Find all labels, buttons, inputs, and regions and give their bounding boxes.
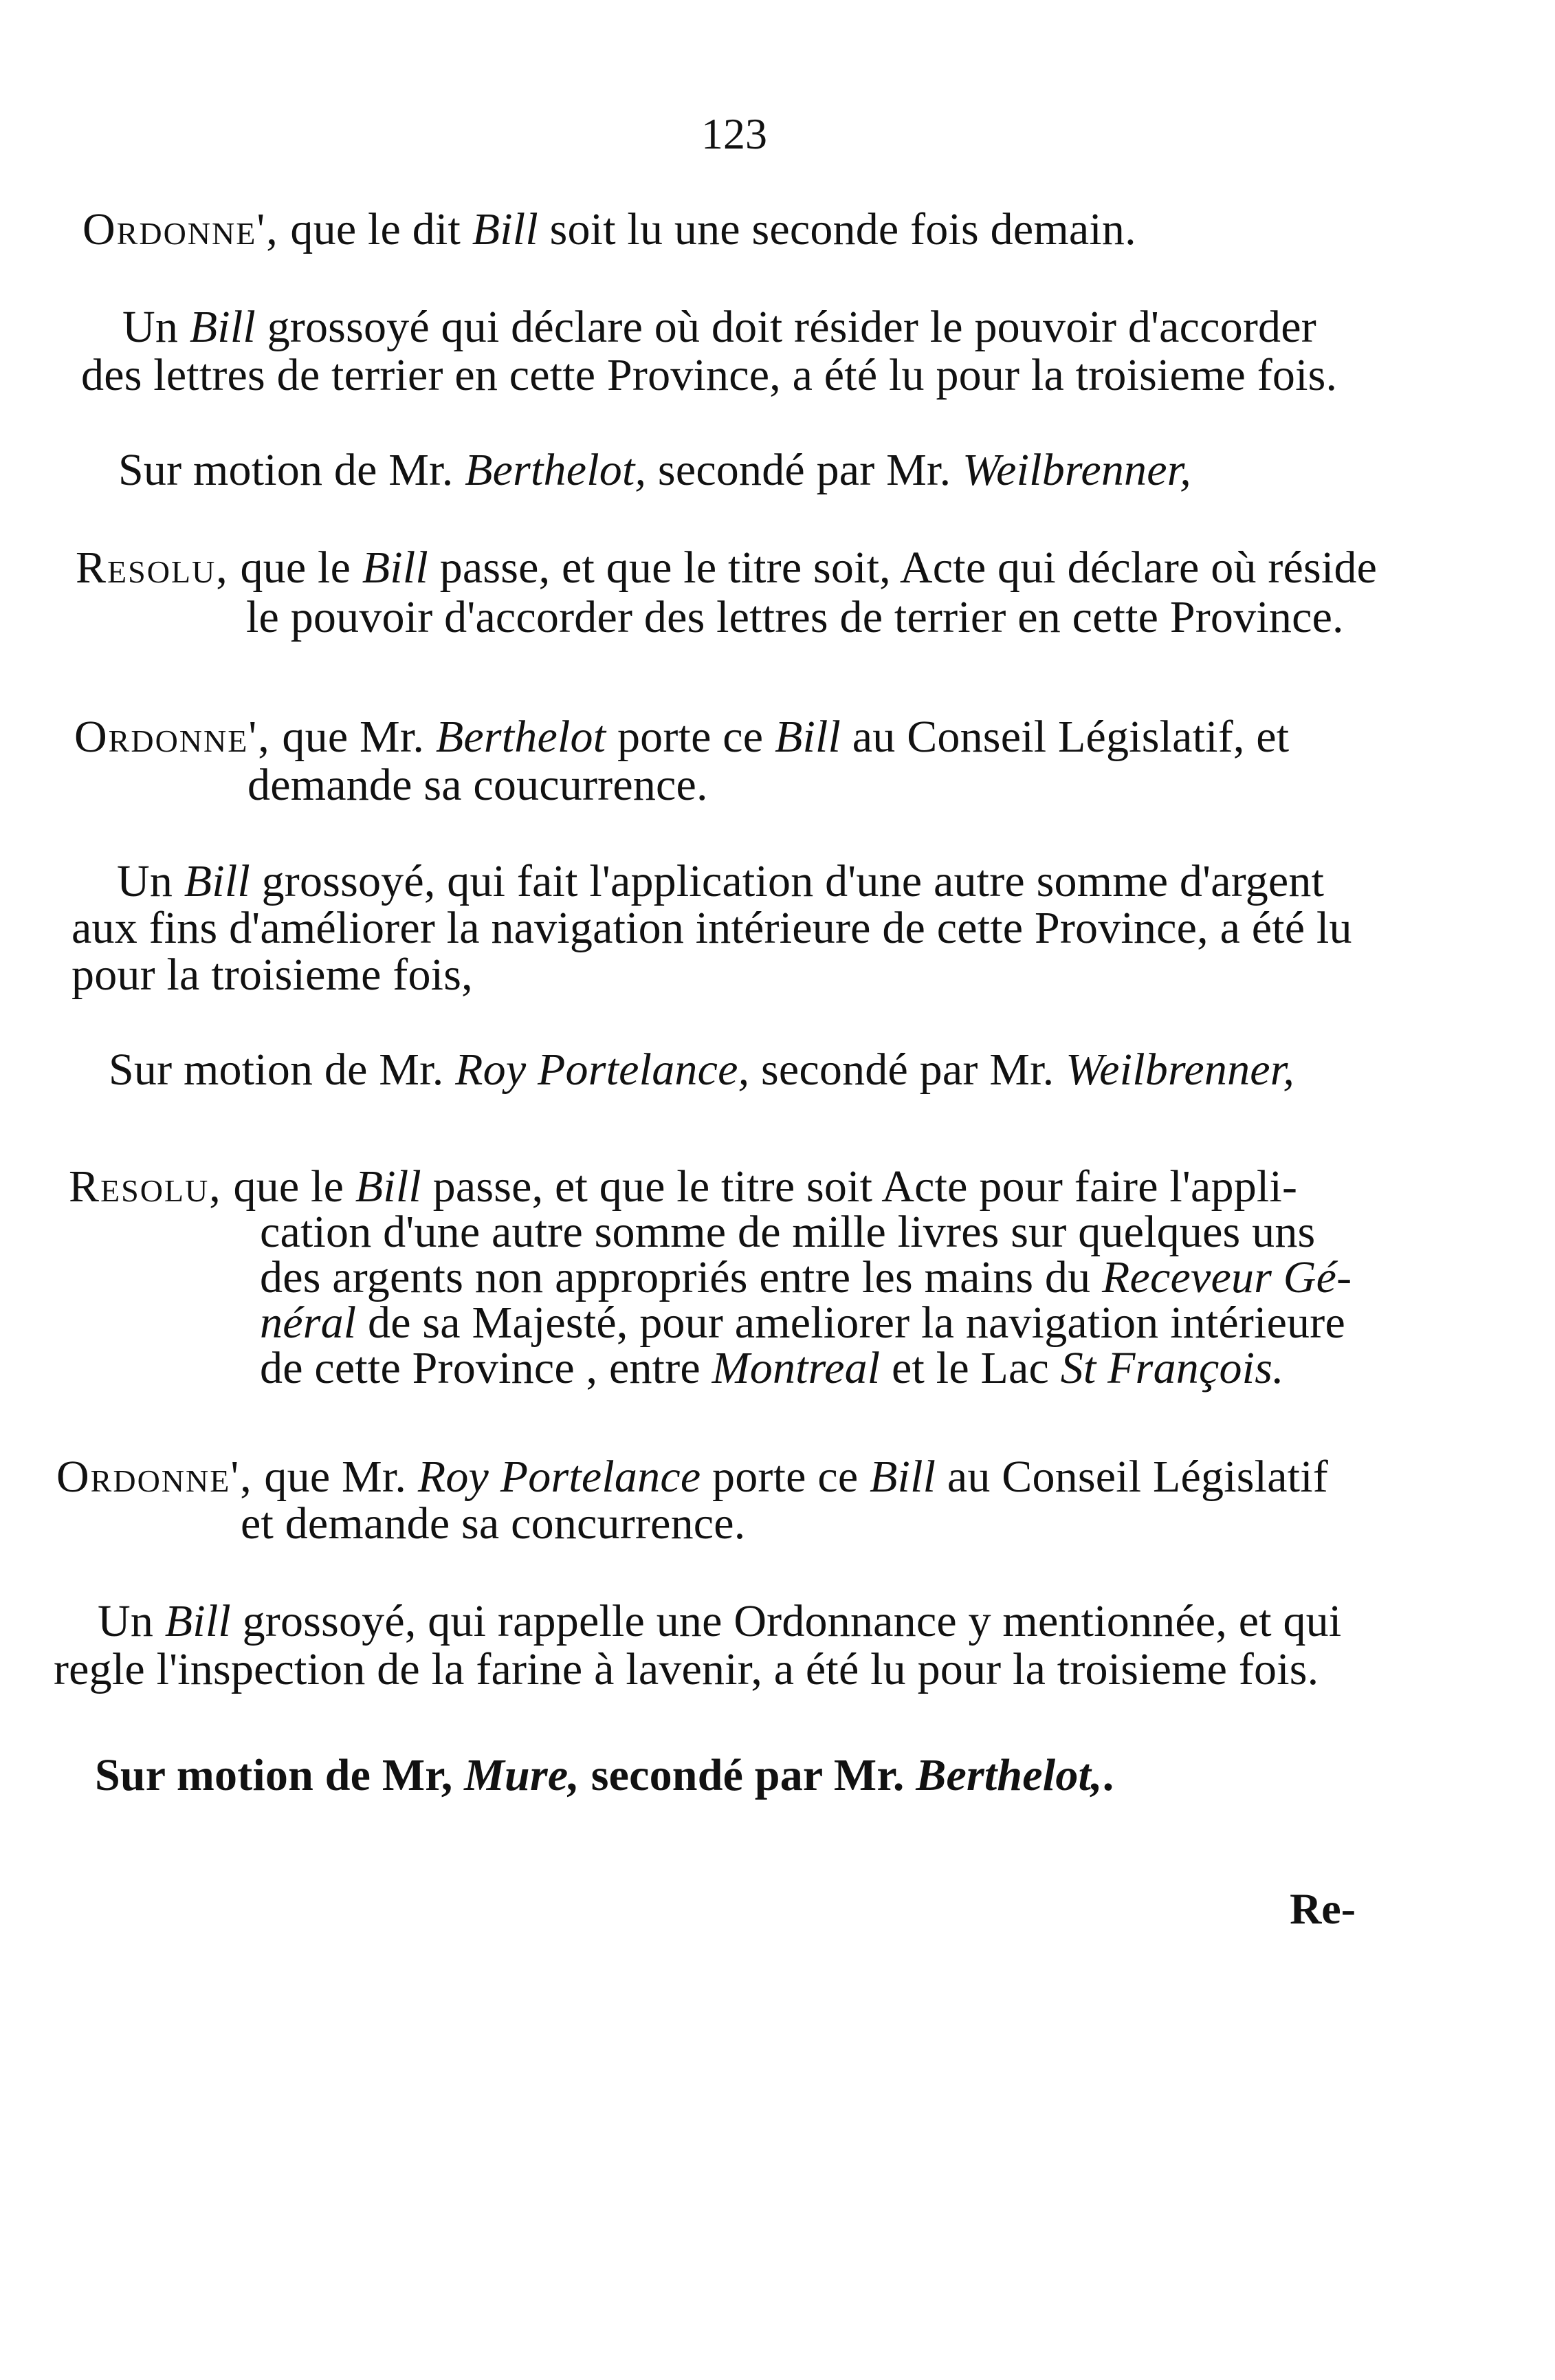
italic-text: Bill [164,1596,231,1646]
italic-text: Roy Portelance [417,1452,701,1502]
motion-line [118,446,1191,495]
text: grossoyé qui déclare où doit résider le pouvoir d'accorder [255,302,1316,352]
bill-line [81,351,1337,400]
italic-text: Bill [355,1161,421,1212]
text: que Mr. [270,712,436,762]
bill-line [122,303,1316,352]
text: pour la troisieme fois, [71,950,473,1000]
resolu-label: Resolu, [76,543,229,593]
text: soit lu une seconde fois demain. [538,204,1136,254]
text: grossoyé, qui rappelle une Ordonnance y mentionnée, et qui [230,1596,1342,1646]
text: des argents non appropriés entre les mains du [260,1252,1103,1302]
text: Sur motion de Mr. [109,1045,456,1095]
italic-text: Bill [362,543,428,593]
italic-text: Bill [189,302,256,352]
bill-line [54,1645,1319,1694]
text: Un [122,302,190,352]
text: le pouvoir d'accorder des lettres de terrier en cette Province. [246,592,1344,642]
italic-text: Berthelot [435,712,606,762]
resolu-line [260,1208,1315,1257]
text: au Conseil Législatif, et [841,712,1290,762]
text: aux fins d'améliorer la navigation intérieure de cette Province, a été lu [71,903,1352,953]
italic-text: Weilbrenner, [962,445,1191,495]
text: que le [228,543,362,593]
italic-text: Montreal [712,1343,881,1393]
italic-text: Weilbrenner, [1066,1045,1295,1095]
text: au Conseil Législatif [936,1452,1328,1502]
italic-text: Bill [184,856,250,906]
resolu-line [260,1344,1284,1393]
resolu-line [260,1253,1352,1302]
italic-text: Bill [472,204,538,254]
text: des lettres de terrier en cette Province, a été lu pour la troisieme fois. [81,350,1338,400]
italic-text: Roy Portelance, [455,1045,750,1095]
motion-line [109,1045,1294,1095]
text: que le dit [290,204,472,254]
bill-line [71,950,473,1000]
text: cation d'une autre somme de mille livres sur quelques uns [260,1207,1316,1257]
text: passe, et que le titre soit, Acte qui déclare où réside [428,543,1378,593]
text: secondé par Mr. [749,1045,1066,1095]
ordonne-line [56,1452,1328,1502]
resolu-line [246,593,1344,642]
text: Un [117,856,184,906]
text: de cette Province , entre [260,1343,712,1393]
resolu-label: Resolu, [69,1161,222,1212]
ordonne-line [74,712,1289,762]
italic-text: Berthelot, [465,445,647,495]
resolu-line [76,543,1377,593]
text: regle l'inspection de la farine à lavenir, a été lu pour la troisieme fois. [54,1644,1319,1694]
italic-text: néral [260,1298,357,1348]
text: Un [98,1596,165,1646]
italic-text: St François. [1060,1343,1284,1393]
bill-line [117,857,1324,906]
text: passe, et que le titre soit Acte pour faire l'appli- [421,1161,1298,1212]
ordonne-label: Ordonne', [56,1452,253,1502]
ordonne-line [241,1499,745,1549]
italic-text: Berthelot, [916,1750,1103,1800]
italic-text: Mure, [464,1750,580,1800]
text: Sur motion de Mr. [118,445,465,495]
bill-line [98,1597,1341,1646]
text: secondé par Mr. [646,445,962,495]
text: que le [221,1161,355,1212]
text: que Mr. [252,1452,418,1502]
text: porte ce [701,1452,870,1502]
text: Sur motion de Mr, [95,1750,465,1800]
bill-line [71,904,1352,953]
ordonne-label: Ordonne', [74,712,271,762]
text: et demande sa concurrence. [241,1498,746,1549]
resolu-line [260,1298,1345,1348]
text: de sa Majesté, pour ameliorer la navigation intérieure [356,1298,1345,1348]
ordonne-line [82,205,1136,254]
ordonne-line [247,761,708,810]
text: et le Lac [880,1343,1061,1393]
catchword: Re- [1290,1884,1356,1933]
page-number: 123 [701,109,767,158]
text: grossoyé, qui fait l'application d'une autre somme d'argent [250,856,1325,906]
resolu-line [69,1162,1297,1212]
ordonne-label: Ordonne', [82,204,279,254]
motion-line [95,1751,1114,1800]
text: demande sa coucurrence. [247,760,708,810]
italic-text: Bill [774,712,841,762]
italic-text: Receveur Gé- [1102,1252,1352,1302]
text: secondé par Mr. [580,1750,916,1800]
text: porte ce [606,712,775,762]
italic-text: Bill [870,1452,936,1502]
text: . [1102,1750,1114,1800]
